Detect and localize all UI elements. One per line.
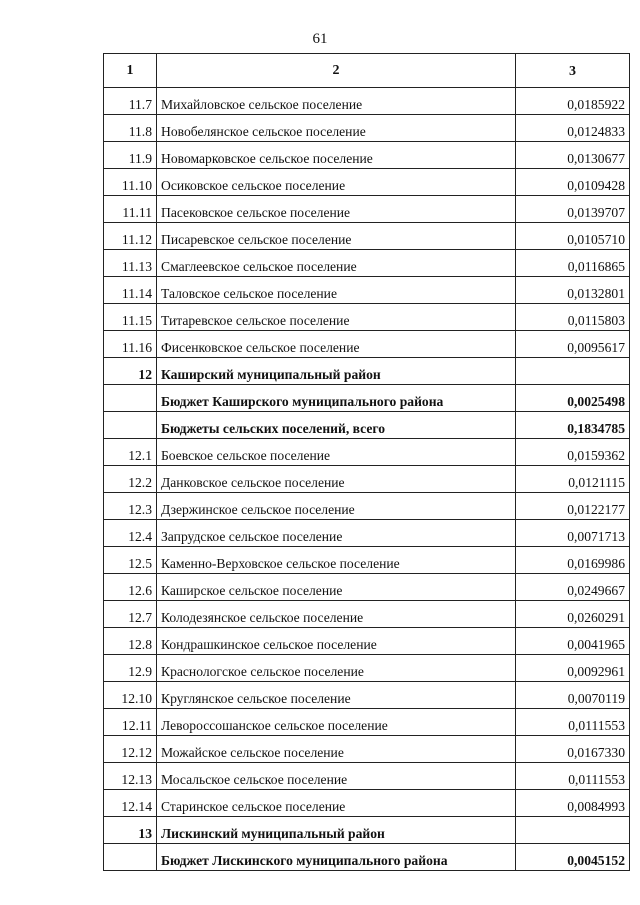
row-value: 0,1834785: [516, 412, 630, 439]
table-row: [104, 709, 630, 736]
row-number: 12.14: [104, 790, 157, 817]
row-name: Бюджет Каширского муниципального района: [157, 385, 516, 412]
row-number: [104, 385, 157, 412]
row-value: [516, 817, 630, 844]
table-row: [104, 547, 630, 574]
row-value: 0,0071713: [516, 520, 630, 547]
row-number: 12: [104, 358, 157, 385]
row-number: 11.13: [104, 250, 157, 277]
table-row: [104, 169, 630, 196]
table-row: [104, 358, 630, 385]
row-value: 0,0111553: [516, 709, 630, 736]
row-number: 13: [104, 817, 157, 844]
table-row: [104, 142, 630, 169]
table-row: [104, 115, 630, 142]
row-number: 11.11: [104, 196, 157, 223]
table-row: [104, 790, 630, 817]
row-number: 12.10: [104, 682, 157, 709]
row-number: 12.2: [104, 466, 157, 493]
row-name: Смаглеевское сельское поселение: [157, 250, 516, 277]
header-col-3: 3: [516, 54, 630, 88]
table-row: [104, 763, 630, 790]
row-name: Старинское сельское поселение: [157, 790, 516, 817]
row-number: 11.9: [104, 142, 157, 169]
row-value: 0,0159362: [516, 439, 630, 466]
table-body: [104, 54, 630, 871]
table-row: [104, 88, 630, 115]
row-number: 11.10: [104, 169, 157, 196]
row-value: 0,0249667: [516, 574, 630, 601]
row-number: 11.15: [104, 304, 157, 331]
row-name: Лискинский муниципальный район: [157, 817, 516, 844]
table-row: [104, 817, 630, 844]
row-value: 0,0111553: [516, 763, 630, 790]
row-name: Михайловское сельское поселение: [157, 88, 516, 115]
row-value: [516, 358, 630, 385]
row-number: 12.12: [104, 736, 157, 763]
row-value: 0,0116865: [516, 250, 630, 277]
row-name: Боевское сельское поселение: [157, 439, 516, 466]
row-value: 0,0130677: [516, 142, 630, 169]
row-number: 11.7: [104, 88, 157, 115]
row-name: Бюджеты сельских поселений, всего: [157, 412, 516, 439]
row-name: Каменно-Верховское сельское поселение: [157, 547, 516, 574]
table-row: [104, 385, 630, 412]
row-name: Пасековское сельское поселение: [157, 196, 516, 223]
row-value: 0,0167330: [516, 736, 630, 763]
table-row: [104, 520, 630, 547]
row-value: 0,0121115: [516, 466, 630, 493]
row-name: Краснологское сельское поселение: [157, 655, 516, 682]
row-value: 0,0260291: [516, 601, 630, 628]
table-row: [104, 628, 630, 655]
row-value: 0,0070119: [516, 682, 630, 709]
row-number: 12.6: [104, 574, 157, 601]
row-name: Колодезянское сельское поселение: [157, 601, 516, 628]
table-row: [104, 250, 630, 277]
table-row: [104, 655, 630, 682]
table-row: [104, 223, 630, 250]
row-value: 0,0084993: [516, 790, 630, 817]
row-number: 12.1: [104, 439, 157, 466]
row-name: Новомарковское сельское поселение: [157, 142, 516, 169]
row-number: 12.13: [104, 763, 157, 790]
table-row: [104, 331, 630, 358]
row-number: 12.8: [104, 628, 157, 655]
table-row: [104, 412, 630, 439]
table-row: [104, 277, 630, 304]
row-name: Круглянское сельское поселение: [157, 682, 516, 709]
row-value: 0,0185922: [516, 88, 630, 115]
row-name: Кондрашкинское сельское поселение: [157, 628, 516, 655]
row-number: 11.12: [104, 223, 157, 250]
table-row: [104, 493, 630, 520]
table-row: [104, 736, 630, 763]
table-row: [104, 682, 630, 709]
row-name: Мосальское сельское поселение: [157, 763, 516, 790]
header-col-2: 2: [157, 54, 516, 88]
row-value: 0,0041965: [516, 628, 630, 655]
row-number: [104, 844, 157, 871]
row-value: 0,0025498: [516, 385, 630, 412]
row-name: Осиковское сельское поселение: [157, 169, 516, 196]
row-name: Каширский муниципальный район: [157, 358, 516, 385]
row-name: Бюджет Лискинского муниципального района: [157, 844, 516, 871]
row-value: 0,0115803: [516, 304, 630, 331]
row-value: 0,0132801: [516, 277, 630, 304]
table-row: [104, 196, 630, 223]
row-number: 11.16: [104, 331, 157, 358]
row-value: 0,0139707: [516, 196, 630, 223]
row-number: 12.4: [104, 520, 157, 547]
row-number: 11.14: [104, 277, 157, 304]
row-number: 11.8: [104, 115, 157, 142]
header-col-1: 1: [104, 54, 157, 88]
row-value: 0,0122177: [516, 493, 630, 520]
row-value: 0,0105710: [516, 223, 630, 250]
row-name: Дзержинское сельское поселение: [157, 493, 516, 520]
row-name: Данковское сельское поселение: [157, 466, 516, 493]
table-row: [104, 574, 630, 601]
table-row: [104, 601, 630, 628]
row-name: Таловское сельское поселение: [157, 277, 516, 304]
row-value: 0,0092961: [516, 655, 630, 682]
table-header-row: [104, 54, 630, 88]
row-value: 0,0169986: [516, 547, 630, 574]
row-name: Писаревское сельское поселение: [157, 223, 516, 250]
row-name: Можайское сельское поселение: [157, 736, 516, 763]
row-value: 0,0109428: [516, 169, 630, 196]
row-number: 12.3: [104, 493, 157, 520]
row-value: 0,0095617: [516, 331, 630, 358]
row-name: Титаревское сельское поселение: [157, 304, 516, 331]
row-value: 0,0045152: [516, 844, 630, 871]
row-number: 12.11: [104, 709, 157, 736]
allocation-table: [103, 53, 630, 871]
row-number: [104, 412, 157, 439]
table-row: [104, 439, 630, 466]
row-name: Новобелянское сельское поселение: [157, 115, 516, 142]
table-row: [104, 466, 630, 493]
row-number: 12.7: [104, 601, 157, 628]
page-number: 61: [312, 31, 328, 47]
row-value: 0,0124833: [516, 115, 630, 142]
table-row: [104, 304, 630, 331]
row-name: Левороссошанское сельское поселение: [157, 709, 516, 736]
row-number: 12.9: [104, 655, 157, 682]
row-name: Каширское сельское поселение: [157, 574, 516, 601]
row-number: 12.5: [104, 547, 157, 574]
row-name: Запрудское сельское поселение: [157, 520, 516, 547]
row-name: Фисенковское сельское поселение: [157, 331, 516, 358]
table-row: [104, 844, 630, 871]
